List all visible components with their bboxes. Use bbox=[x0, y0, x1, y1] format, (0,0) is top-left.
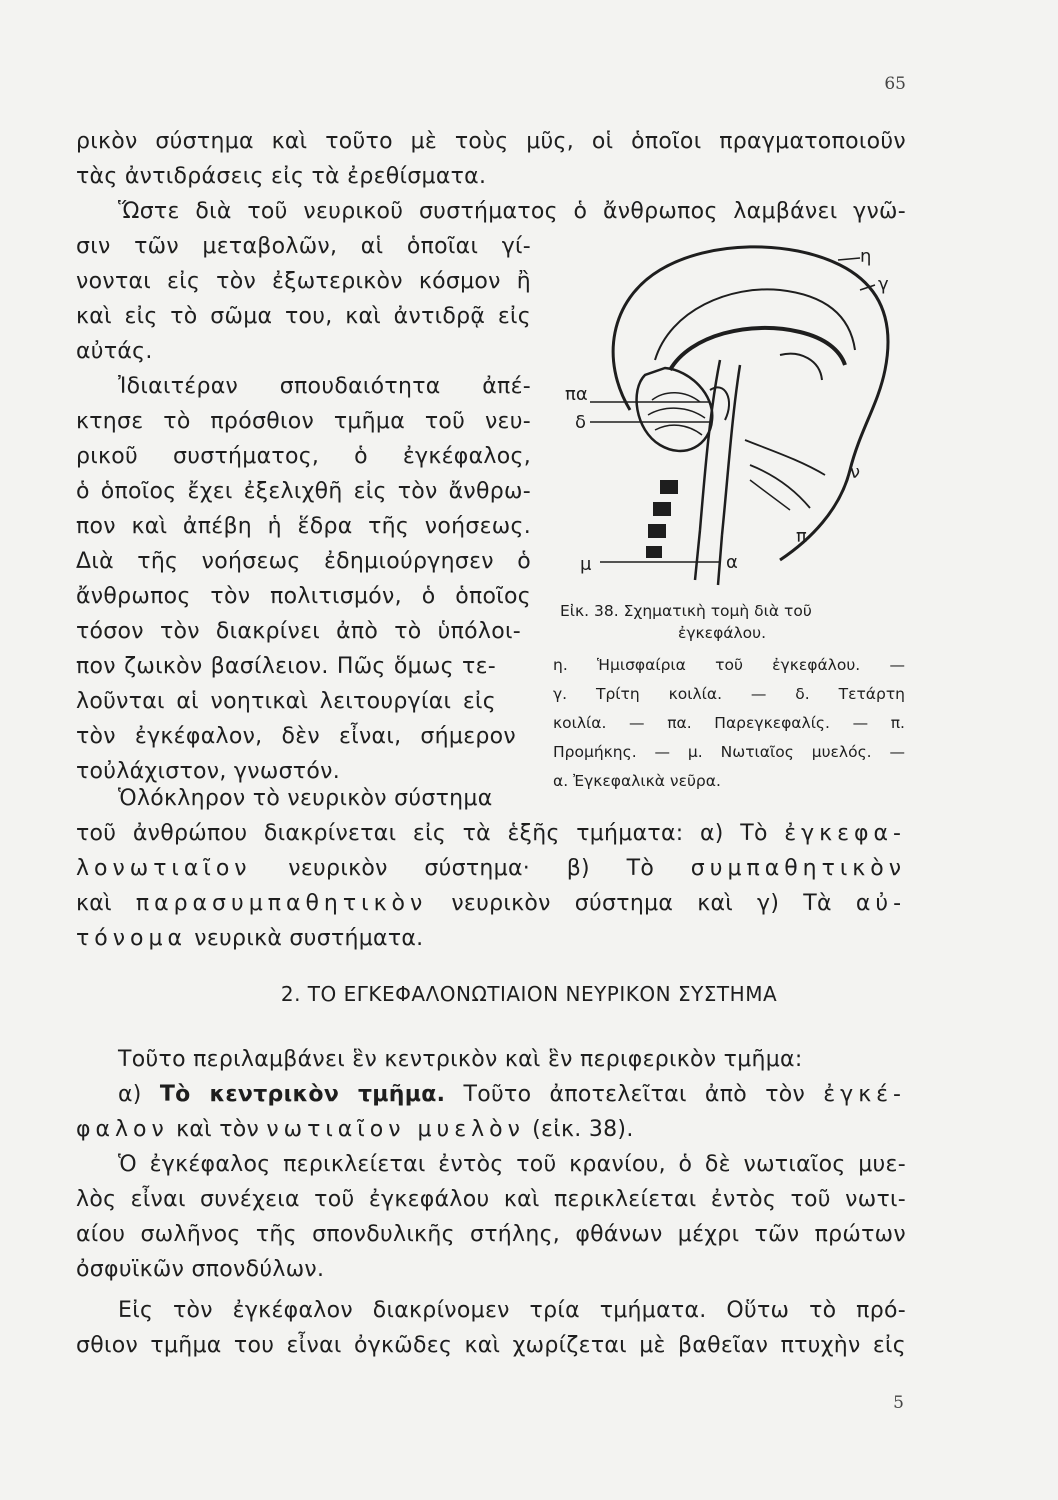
figure-caption-line: γ. Τρίτη κοιλία. — δ. Τετάρτη bbox=[553, 685, 905, 703]
body-line: ρικοῦ συστήματος, ὁ ἐγκέφαλος, bbox=[76, 444, 531, 469]
vertebra bbox=[653, 502, 671, 516]
emphasis-run: φαλον bbox=[76, 1117, 169, 1142]
label-alpha: α bbox=[726, 552, 738, 573]
cerebellum bbox=[637, 368, 713, 451]
body-line: πον καὶ ἀπέβη ἡ ἕδρα τῆς νοήσεως. bbox=[76, 514, 531, 539]
body-line: τὰς ἀντιδράσεις εἰς τὰ ἐρεθίσματα. bbox=[76, 164, 487, 189]
body-line: πον ζωικὸν βασίλειον. Πῶς ὅμως τε- bbox=[76, 654, 496, 679]
figure-caption-line: κοιλία. — πα. Παρεγκεφαλίς. — π. bbox=[553, 714, 905, 732]
label-pa: πα bbox=[565, 384, 588, 405]
body-line bbox=[76, 1115, 906, 1145]
emphasis-run: παρασυμπαθητικὸν bbox=[135, 891, 428, 916]
text-run: νευρικὸν σύστημα καὶ γ) Τὰ bbox=[451, 891, 832, 916]
body-line: ὀσφυϊκῶν σπονδύλων. bbox=[76, 1257, 325, 1282]
label-pi: π bbox=[796, 526, 807, 547]
body-line: ρικὸν σύστημα καὶ τοῦτο μὲ τοὺς μῦς, οἱ ὁποῖοι πραγματοποιοῦν bbox=[76, 129, 906, 154]
text-run: νευρικὰ συστήματα. bbox=[194, 926, 424, 951]
emphasis-run: ἐγκεφα- bbox=[784, 821, 906, 846]
body-line: αὐτάς. bbox=[76, 339, 153, 364]
body-line: ὁ ὁποῖος ἔχει ἐξελιχθῆ εἰς τὸν ἄνθρω- bbox=[76, 479, 531, 504]
figure-caption-line: α. Ἐγκεφαλικὰ νεῦρα. bbox=[553, 772, 721, 790]
label-eta: η bbox=[860, 246, 872, 267]
vertebra bbox=[660, 480, 678, 494]
body-line: σθιον τμῆμα του εἶναι ὀγκῶδες καὶ χωρίζεται μὲ βαθεῖαν πτυχὴν εἰς bbox=[76, 1333, 906, 1358]
nerves bbox=[745, 440, 825, 508]
text-run: Τοῦτο ἀποτελεῖται ἀπὸ τὸν bbox=[463, 1082, 806, 1107]
body-line bbox=[76, 854, 906, 884]
body-line: ἄνθρωπος τὸν πολιτισμόν, ὁ ὁποῖος bbox=[76, 584, 531, 609]
emphasis-run: αὐ- bbox=[855, 891, 907, 916]
text-run: νευρικὸν σύστημα· β) Τὸ bbox=[288, 856, 655, 881]
text-run: α) bbox=[118, 1082, 142, 1107]
signature-mark: 5 bbox=[893, 1393, 904, 1413]
brain-section-figure bbox=[560, 240, 910, 600]
body-line: τὸν ἐγκέφαλον, δὲν εἶναι, σήμερον bbox=[76, 724, 516, 749]
emphasis-run: τόνομα bbox=[76, 926, 187, 951]
emphasis-run: λονωτιαῖον bbox=[76, 856, 252, 881]
body-line bbox=[76, 819, 906, 849]
figure-caption-title: Εἰκ. 38. Σχηματικὴ τομὴ διὰ τοῦ bbox=[560, 602, 812, 620]
body-line: τοὐλάχιστον, γνωστόν. bbox=[76, 759, 340, 784]
label-nu: ν bbox=[850, 462, 861, 483]
bold-run: Τὸ κεντρικὸν τμῆμα. bbox=[159, 1082, 446, 1107]
body-line: καὶ εἰς τὸ σῶμα του, καὶ ἀντιδρᾷ εἰς bbox=[76, 304, 531, 329]
text-run: τοῦ ἀνθρώπου διακρίνεται εἰς τὰ ἑξῆς τμήματα: α) Τὸ bbox=[76, 821, 768, 846]
inner-fold bbox=[655, 289, 855, 360]
body-line: αίου σωλῆνος τῆς σπονδυλικῆς στήλης, φθάνων μέχρι τῶν πρώτων bbox=[76, 1222, 906, 1247]
corpus-callosum bbox=[670, 328, 845, 370]
cerebellum-folds bbox=[648, 393, 705, 435]
body-line bbox=[76, 889, 906, 919]
body-line: κτησε τὸ πρόσθιον τμῆμα τοῦ νευ- bbox=[76, 409, 531, 434]
body-line bbox=[118, 1080, 906, 1110]
body-line: λὸς εἶναι συνέχεια τοῦ ἐγκεφάλου καὶ περικλείεται ἐντὸς τοῦ νωτι- bbox=[76, 1187, 906, 1212]
label-delta: δ bbox=[575, 412, 587, 433]
figure-caption-line: ἐγκεφάλου. bbox=[678, 624, 767, 642]
body-line: Ἰδιαιτέραν σπουδαιότητα ἀπέ- bbox=[118, 374, 531, 399]
emphasis-run: νωτιαῖον μυελὸν bbox=[266, 1117, 525, 1142]
label-gamma: γ bbox=[878, 274, 889, 295]
brainstem bbox=[700, 360, 740, 535]
body-line: τόσον τὸν διακρίνει ἀπὸ τὸ ὑπόλοι- bbox=[76, 619, 521, 644]
spinal-cord bbox=[695, 530, 722, 585]
body-line: σιν τῶν μεταβολῶν, αἱ ὁποῖαι γί- bbox=[76, 234, 531, 259]
figure-caption-line: η. Ἡμισφαίρια τοῦ ἐγκεφάλου. — bbox=[553, 656, 905, 674]
body-line: Τοῦτο περιλαμβάνει ἓν κεντρικὸν καὶ ἓν περιφερικὸν τμῆμα: bbox=[118, 1047, 803, 1072]
section-heading: 2. ΤΟ ΕΓΚΕΦΑΛΟΝΩΤΙΑΙΟΝ ΝΕΥΡΙΚΟΝ ΣΥΣΤΗΜΑ bbox=[280, 982, 778, 1006]
vertebra bbox=[646, 546, 662, 558]
vertebra bbox=[648, 524, 666, 538]
page-number: 65 bbox=[884, 74, 906, 94]
emphasis-run: ἐγκέ- bbox=[823, 1082, 906, 1107]
leader-line bbox=[838, 258, 860, 260]
third-ventricle bbox=[780, 354, 822, 380]
body-line: Ὁ ἐγκέφαλος περικλείεται ἐντὸς τοῦ κρανίου, ὁ δὲ νωτιαῖος μυε- bbox=[118, 1152, 906, 1177]
text-run: καὶ bbox=[76, 891, 112, 916]
figure-caption-line: Προμήκης. — μ. Νωτιαῖος μυελός. — bbox=[553, 743, 905, 761]
body-line: Ὥστε διὰ τοῦ νευρικοῦ συστήματος ὁ ἄνθρωπος λαμβάνει γνῶ- bbox=[118, 199, 906, 224]
body-line: νονται εἰς τὸν ἐξωτερικὸν κόσμον ἢ bbox=[76, 269, 531, 294]
body-line: λοῦνται αἱ νοητικαὶ λειτουργίαι εἰς bbox=[76, 689, 496, 714]
body-line: Διὰ τῆς νοήσεως ἐδημιούργησεν ὁ bbox=[76, 549, 531, 574]
text-run: καὶ τὸν bbox=[176, 1117, 260, 1142]
body-line: Εἰς τὸν ἐγκέφαλον διακρίνομεν τρία τμήματα. Οὕτω τὸ πρό- bbox=[118, 1298, 906, 1323]
label-mu: μ bbox=[580, 554, 592, 575]
body-line bbox=[76, 924, 906, 954]
text-run: (εἰκ. 38). bbox=[532, 1117, 634, 1142]
emphasis-run: συμπαθητικὸν bbox=[690, 856, 907, 881]
body-line: Ὁλόκληρον τὸ νευρικὸν σύστημα bbox=[118, 786, 493, 811]
